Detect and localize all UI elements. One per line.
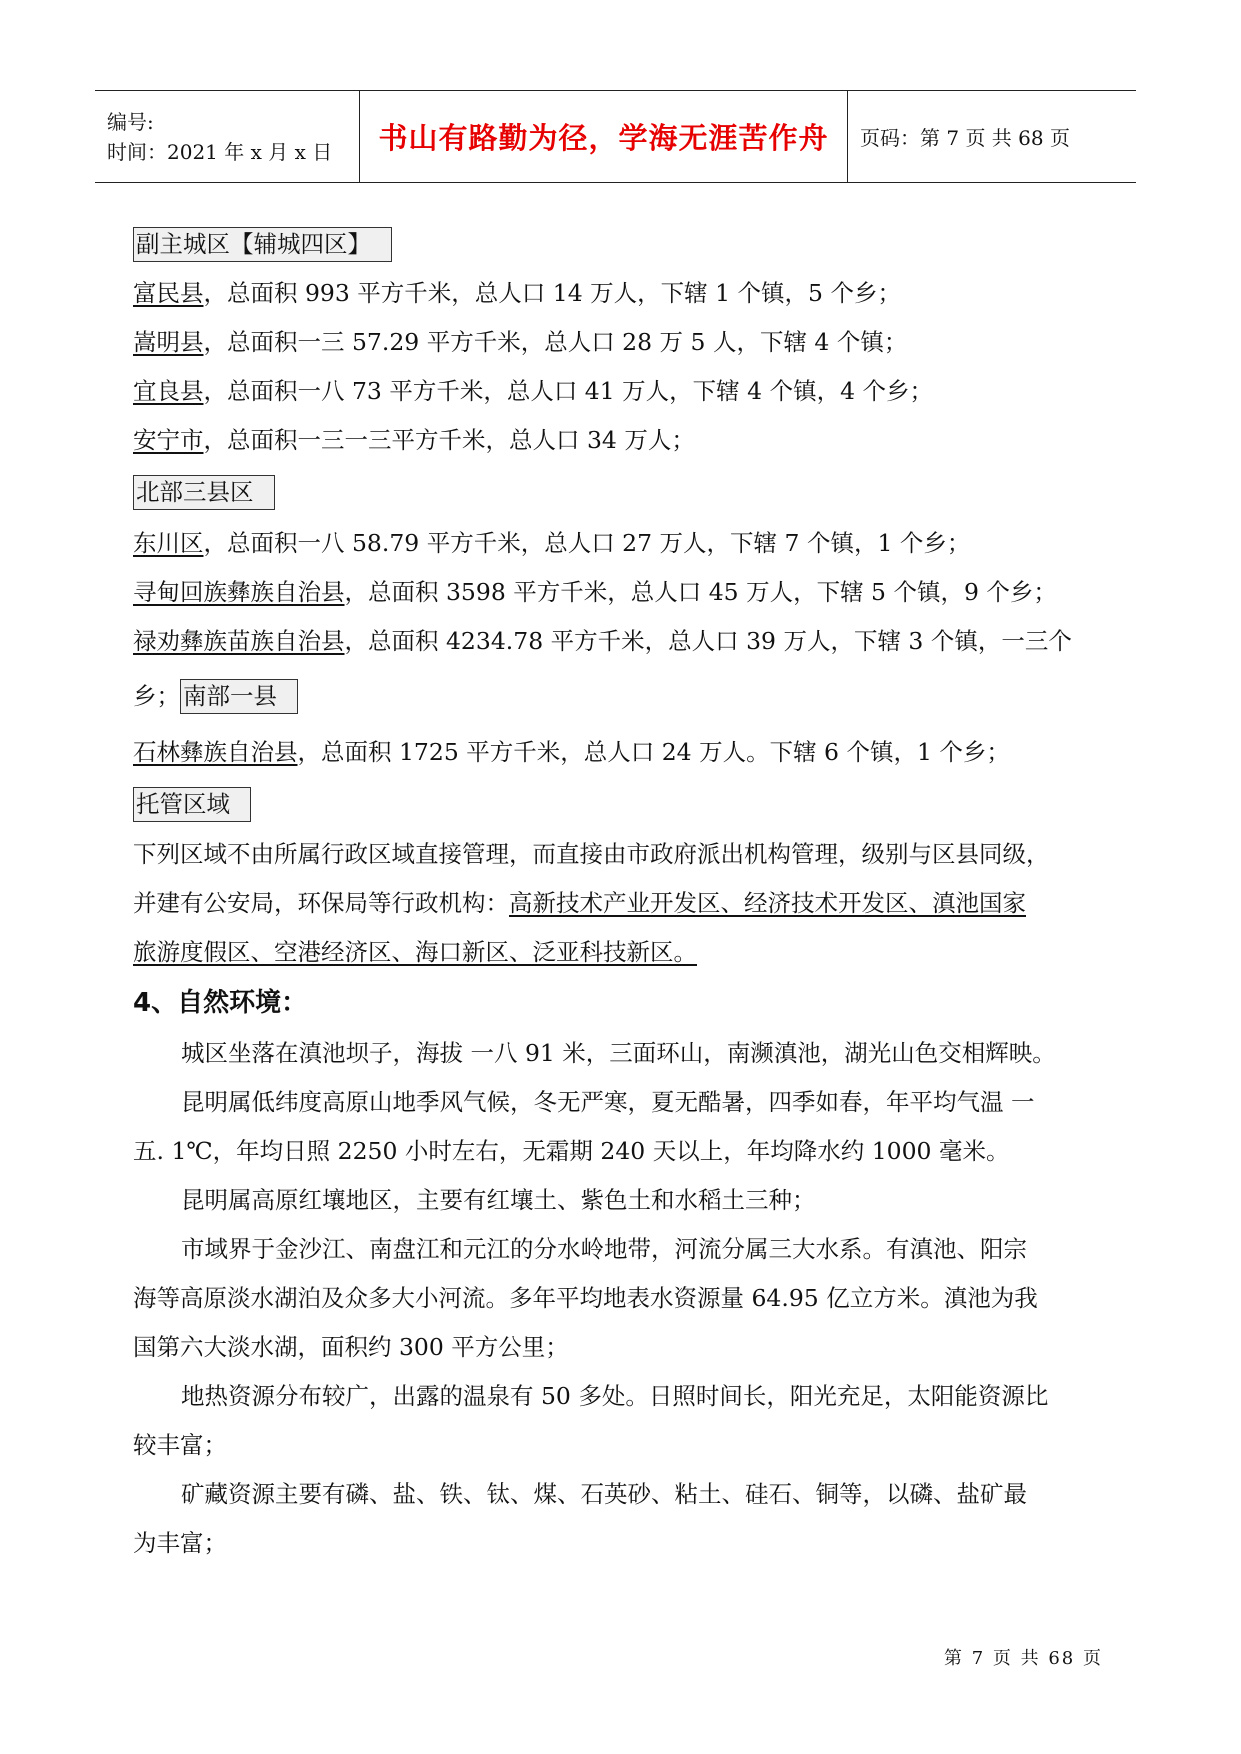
district-info: ，总面积 4234.78 平方千米，总人口 39 万人，下辖 3 个镇，一三个 bbox=[344, 627, 1072, 655]
district-info: ，总面积一三一三平方千米，总人口 34 万人； bbox=[203, 426, 695, 454]
district-line-yiliang bbox=[133, 367, 1108, 416]
district-line-luquan-cont bbox=[133, 666, 1108, 726]
district-line-dongchuan bbox=[133, 519, 1108, 568]
district-name: 石林彝族自治县 bbox=[133, 738, 298, 766]
district-name: 东川区 bbox=[133, 529, 204, 557]
district-info: ，总面积 1725 平方千米，总人口 24 万人。下辖 6 个镇，1 个乡； bbox=[297, 738, 1010, 766]
motto: 书山有路勤为径，学海无涯苦作舟 bbox=[378, 121, 829, 155]
section-label-line bbox=[133, 465, 1108, 519]
tuoguan-paragraph-line bbox=[133, 928, 1108, 977]
paragraph-text: 并建有公安局，环保局等行政机构： bbox=[133, 889, 509, 917]
district-info: 乡； bbox=[133, 682, 180, 710]
district-line-songming bbox=[133, 318, 1108, 367]
section-label-line bbox=[133, 220, 1108, 269]
paragraph-line: 市域界于金沙江、南盘江和元江的分水岭地带，河流分属三大水系。有滇池、阳宗 bbox=[181, 1235, 1027, 1263]
page-info: 页码：第 7 页 共 68 页 bbox=[860, 126, 1070, 150]
code-label: 编号: bbox=[107, 109, 154, 134]
district-name: 禄劝彝族苗族自治县 bbox=[133, 627, 345, 655]
district-name: 富民县 bbox=[133, 279, 204, 307]
section-label-tuoguan: 托管区域 bbox=[133, 787, 251, 822]
paragraph-line: 地热资源分布较广，出露的温泉有 50 多处。日照时间长，阳光充足，太阳能资源比 bbox=[181, 1382, 1049, 1410]
section-label-beibu: 北部三县区 bbox=[133, 475, 275, 510]
district-line-shilin bbox=[133, 726, 1108, 778]
paragraph-line: 城区坐落在滇池坝子，海拔 一八 91 米，三面环山，南濒滇池，湖光山色交相辉映。 bbox=[181, 1039, 1056, 1067]
district-name: 寻甸回族彝族自治县 bbox=[133, 578, 345, 606]
header-middle bbox=[360, 91, 848, 182]
district-line-anning bbox=[133, 416, 1108, 465]
district-info: ，总面积 993 平方千米，总人口 14 万人，下辖 1 个镇，5 个乡； bbox=[203, 279, 901, 307]
document-body bbox=[133, 220, 1108, 1568]
zone-list: 旅游度假区、空港经济区、海口新区、泛亚科技新区。 bbox=[133, 938, 697, 966]
header-left bbox=[95, 91, 360, 182]
section-label-line bbox=[133, 778, 1108, 830]
district-line-fumin bbox=[133, 269, 1108, 318]
section-label-nanbu: 南部一县 bbox=[180, 679, 298, 714]
paragraph-line: 国第六大淡水湖，面积约 300 平方公里； bbox=[133, 1333, 569, 1361]
district-info: ，总面积一八 58.79 平方千米，总人口 27 万人，下辖 7 个镇，1 个乡； bbox=[203, 529, 971, 557]
paragraph-line: 矿藏资源主要有磷、盐、铁、钛、煤、石英砂、粘土、硅石、铜等，以磷、盐矿最 bbox=[181, 1480, 1027, 1508]
district-info: ，总面积一三 57.29 平方千米，总人口 28 万 5 人，下辖 4 个镇； bbox=[203, 328, 908, 356]
header-right bbox=[848, 91, 1136, 182]
page-footer: 第 7 页 共 68 页 bbox=[944, 1648, 1103, 1669]
paragraph-text: 下列区域不由所属行政区域直接管理，而直接由市政府派出机构管理，级别与区县同级， bbox=[133, 840, 1050, 868]
district-line-luquan bbox=[133, 617, 1108, 666]
section-heading: 4、自然环境： bbox=[133, 988, 308, 1018]
paragraph-line: 海等高原淡水湖泊及众多大小河流。多年平均地表水资源量 64.95 亿立方米。滇池为我 bbox=[133, 1284, 1038, 1312]
paragraph-line: 昆明属低纬度高原山地季风气候，冬无严寒，夏无酷暑，四季如春，年平均气温 一 bbox=[181, 1088, 1035, 1116]
tuoguan-paragraph-line bbox=[133, 879, 1108, 928]
district-info: ，总面积一八 73 平方千米，总人口 41 万人，下辖 4 个镇，4 个乡； bbox=[203, 377, 933, 405]
time-label: 时间：2021 年 x 月 x 日 bbox=[107, 139, 333, 164]
paragraph-line: 较丰富； bbox=[133, 1431, 227, 1459]
zone-list: 高新技术产业开发区、经济技术开发区、滇池国家 bbox=[509, 889, 1026, 917]
paragraph-line: 五. 1℃，年均日照 2250 小时左右，无霜期 240 天以上，年均降水约 1000 毫米。 bbox=[133, 1137, 1010, 1165]
district-name: 宜良县 bbox=[133, 377, 204, 405]
district-line-xundian bbox=[133, 568, 1108, 617]
district-info: ，总面积 3598 平方千米，总人口 45 万人，下辖 5 个镇，9 个乡； bbox=[344, 578, 1057, 606]
section-label-fuzhucheng: 副主城区【辅城四区】 bbox=[133, 227, 392, 262]
paragraph-line: 昆明属高原红壤地区，主要有红壤土、紫色土和水稻土三种； bbox=[181, 1186, 816, 1214]
page-header bbox=[95, 90, 1136, 183]
district-name: 安宁市 bbox=[133, 426, 204, 454]
tuoguan-paragraph-line bbox=[133, 830, 1108, 879]
paragraph-line: 为丰富； bbox=[133, 1529, 227, 1557]
district-name: 嵩明县 bbox=[133, 328, 204, 356]
